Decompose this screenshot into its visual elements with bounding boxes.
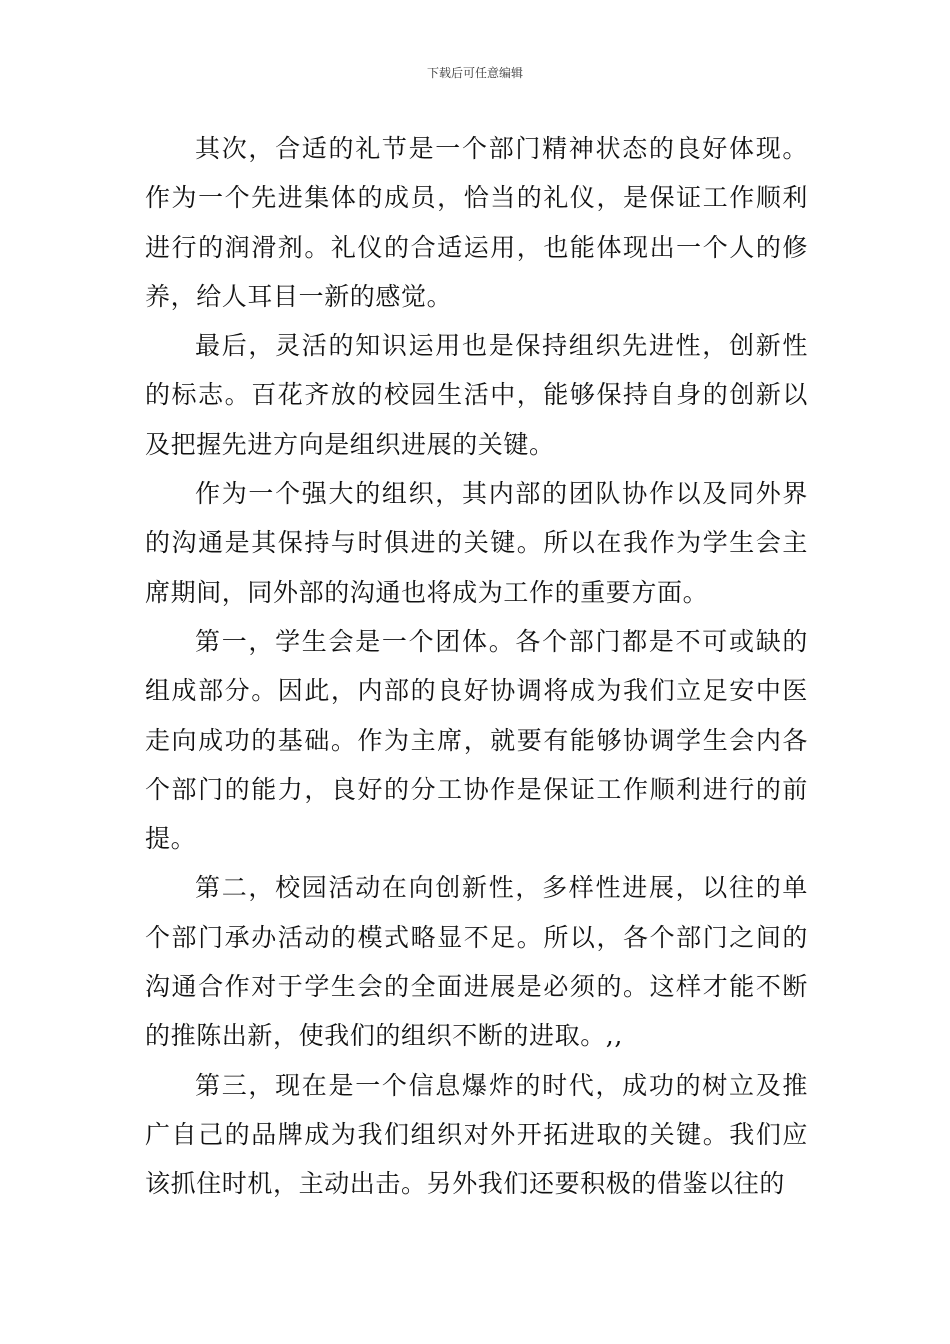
- paragraph-first-point: 第一，学生会是一个团体。各个部门都是不可或缺的组成部分。因此，内部的良好协调将成为我们立足安中医走向成功的基础。作为主席，就要有能够协调学生会内各个部门的能力，良好的分工协作是保证工作顺利进行的前提。: [145, 626, 808, 854]
- page-header-note: 下载后可任意编辑: [426, 66, 523, 80]
- paragraph-knowledge: 最后，灵活的知识运用也是保持组织先进性，创新性的标志。百花齐放的校园生活中，能够保持自身的创新以及把握先进方向是组织进展的关键。: [145, 331, 808, 459]
- paragraph-third-point: 第三，现在是一个信息爆炸的时代，成功的树立及推广自己的品牌成为我们组织对外开拓进取的关键。我们应该抓住时机，主动出击。另外我们还要积极的借鉴以往的: [145, 1070, 808, 1199]
- paragraph-organization: 作为一个强大的组织，其内部的团队协作以及同外界的沟通是其保持与时俱进的关键。所以在我作为学生会主席期间，同外部的沟通也将成为工作的重要方面。: [145, 479, 808, 607]
- paragraph-second-point: 第二，校园活动在向创新性，多样性进展，以往的单个部门承办活动的模式略显不足。所以，各个部门之间的沟通合作对于学生会的全面进展是必须的。这样才能不断的推陈出新，使我们的组织不断的进取。,,: [145, 873, 808, 1051]
- paragraph-etiquette: 其次，合适的礼节是一个部门精神状态的良好体现。作为一个先进集体的成员，恰当的礼仪，是保证工作顺利进行的润滑剂。礼仪的合适运用，也能体现出一个人的修养，给人耳目一新的感觉。: [145, 134, 808, 311]
- document-body: [145, 124, 808, 1209]
